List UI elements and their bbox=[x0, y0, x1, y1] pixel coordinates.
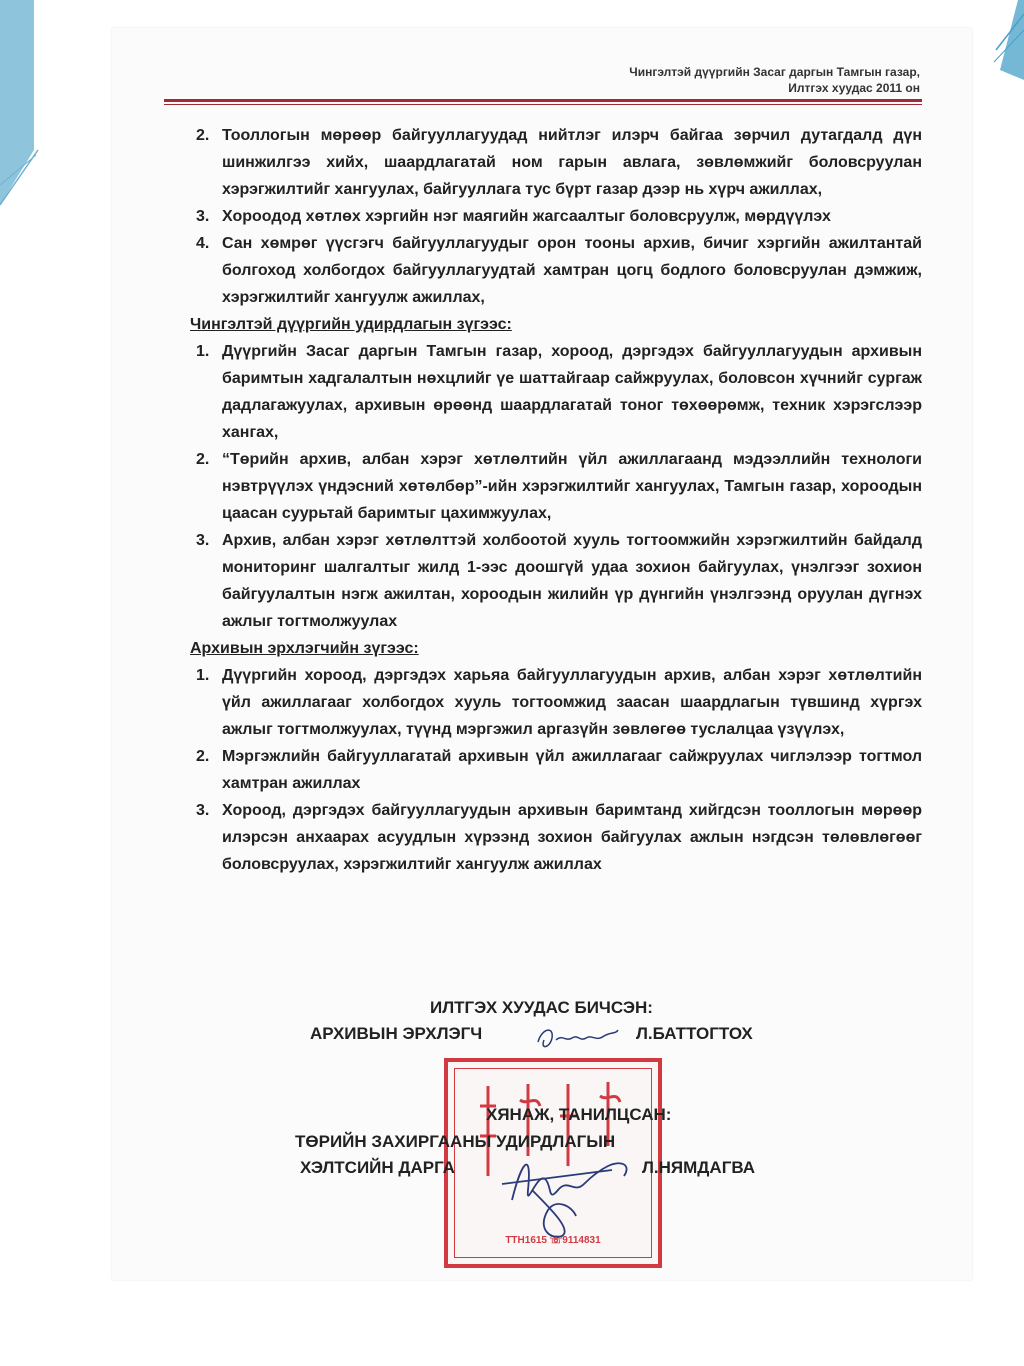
item-number: 3. bbox=[196, 208, 210, 225]
item-number: 3. bbox=[196, 802, 210, 819]
list-item bbox=[190, 797, 922, 878]
item-number: 2. bbox=[196, 127, 210, 144]
item-text: Сан хөмрөг үүсгэгч байгууллагуудыг орон тооны архив, бичиг хэргийн ажилтантай болгоход холбогдох байгууллагуудтай хамтран цогц бодлого боловсруулан дэмжиж, хэрэгжилтийг хангуулж ажиллах, bbox=[222, 235, 922, 306]
list-item bbox=[190, 338, 922, 446]
section-heading-archive: Архивын эрхлэгчийн зүгээс: bbox=[190, 640, 419, 657]
document-body bbox=[190, 122, 922, 878]
item-number: 4. bbox=[196, 235, 210, 252]
archivist-name: Л.БАТТОГТОХ bbox=[636, 1024, 753, 1043]
item-text: Хороодод хөтлөх хэргийн нэг маягийн жагсаалтыг боловсруулж, мөрдүүлэх bbox=[222, 208, 831, 225]
item-text: Мэргэжлийн байгууллагатай архивын үйл ажиллагааг сайжруулах чиглэлээр тогтмол хамтран ажиллах bbox=[222, 748, 922, 792]
stamp-inner-border bbox=[454, 1068, 652, 1258]
header-line-1: Чингэлтэй дүүргийн Засаг даргын Тамгын газар, bbox=[629, 65, 920, 79]
item-number: 2. bbox=[196, 748, 210, 765]
official-stamp bbox=[444, 1058, 662, 1268]
header-line-2: Илтгэх хуудас 2011 он bbox=[788, 81, 920, 95]
item-text: Хороод, дэргэдэх байгууллагуудын архивын баримтанд хийгдсэн тооллогын мөрөөр илэрсэн анхаарах асуудлын хүрээнд зохион байгуулах ажлын нэгдсэн төлөвлөгөөг боловсруулах, хэрэгжилтийг хангуулж ажиллах bbox=[222, 802, 922, 873]
item-number: 2. bbox=[196, 451, 210, 468]
archivist-title: АРХИВЫН ЭРХЛЭГЧ bbox=[310, 1024, 483, 1043]
list-item bbox=[190, 230, 922, 311]
left-decoration bbox=[0, 0, 40, 210]
item-text: “Төрийн архив, албан хэрэг хөтлөлтийн үйл ажиллагаанд мэдээллийн технологи нэвтрүүлэх үндэсний хөтөлбөр”-ийн хэрэгжилтийг хангуулах, Тамгын газар, хороодын цаасан суурьтай баримтыг цахимжуулах, bbox=[222, 451, 922, 522]
header-rule-thick bbox=[164, 99, 922, 102]
head-title-line-1: ТӨРИЙН ЗАХИРГААНЫ УДИРДЛАГЫН bbox=[295, 1132, 616, 1151]
item-number: 1. bbox=[196, 343, 210, 360]
document-header bbox=[629, 64, 920, 96]
item-number: 3. bbox=[196, 532, 210, 549]
header-rule-thin bbox=[164, 104, 922, 105]
list-item bbox=[190, 446, 922, 527]
item-text: Тооллогын мөрөөр байгууллагуудад нийтлэг илэрч байгаа зөрчил дутагдалд дүн шинжилгээ хийх, шаардлагатай ном гарын авлага, зөвлөмжийг боловсруулан хэрэгжилтийг хангуулах, байгууллага тус бүрт газар дээр нь хүрч ажиллах, bbox=[222, 127, 922, 198]
list-item bbox=[190, 527, 922, 635]
item-text: Архив, албан хэрэг хөтлөлттэй холбоотой хууль тогтоомжийн хэрэгжилтийн байдалд мониторинг шалгалтыг жилд 1-ээс доошгүй удаа зохион байгуулах, үнэлгээг зохион байгуулалтын нэгж ажилтан, хороодын жилийн үр дүнгийн үнэлгээнд оруулан дүгнэх ажлыг тогтмолжуулах bbox=[222, 532, 922, 630]
item-number: 1. bbox=[196, 667, 210, 684]
item-text: Дүүргийн Засаг даргын Тамгын газар, хороод, дэргэдэх байгууллагуудын архивын баримтын хадгалалтын нөхцлийг үе шаттайгаар сайжруулах, боловсон хүчнийг сургаж дадлагажуулах, архивын өрөөнд шаардлагатай тоног төхөөрөмж, техник хэрэгслээр хангах, bbox=[222, 343, 922, 441]
list-item bbox=[190, 203, 922, 230]
section-heading-district: Чингэлтэй дүүргийн удирдлагын зүгээс: bbox=[190, 316, 512, 333]
reviewed-label: ХЯНАЖ, ТАНИЛЦСАН: bbox=[486, 1105, 672, 1124]
right-decoration bbox=[990, 0, 1024, 90]
prepared-by-label: ИЛТГЭХ ХУУДАС БИЧСЭН: bbox=[430, 998, 653, 1017]
head-title-line-2: ХЭЛТСИЙН ДАРГА bbox=[300, 1158, 455, 1177]
list-item bbox=[190, 662, 922, 743]
stamp-code: ТТН1615 ☏9114831 bbox=[505, 1235, 601, 1246]
item-text: Дүүргийн хороод, дэргэдэх харьяа байгууллагуудын архив, албан хэрэг хөтлөлтийн үйл ажиллагааг холбогдох хууль тогтоомжид заасан шаардлагын түвшинд хүргэх ажлыг тогтмолжуулах, түүнд мэргэжил аргазүйн зөвлөгөө туслалцаа үзүүлэх, bbox=[222, 667, 922, 738]
list-item bbox=[190, 743, 922, 797]
list-item bbox=[190, 122, 922, 203]
head-name: Л.НЯМДАГВА bbox=[642, 1158, 756, 1177]
